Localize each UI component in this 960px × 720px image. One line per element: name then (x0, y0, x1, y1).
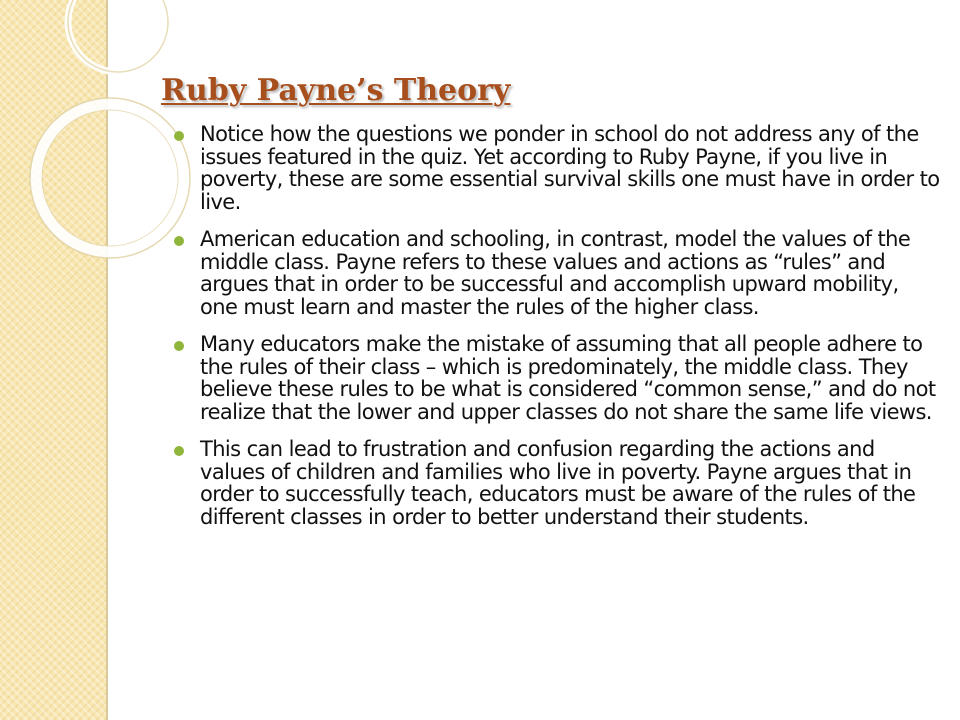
bullet-item (168, 228, 940, 318)
bullet-list (168, 123, 940, 543)
bullet-text: Notice how the questions we ponder in school do not address any of the issues featured in the quiz. Yet according to Ruby Payne, if you live in poverty, these are some essential survival skills one must have in order to live. (200, 122, 940, 214)
bullet-text: This can lead to frustration and confusion regarding the actions and values of children and families who live in poverty. Payne argues that in order to successfully teach, educators must be aware of the rules of the different classes in order to better understand their students. (200, 437, 916, 529)
bullet-item (168, 333, 940, 423)
bullet-dot-icon (174, 341, 184, 351)
bullet-item (168, 123, 940, 213)
bullet-item (168, 438, 940, 528)
bullet-dot-icon (174, 131, 184, 141)
bullet-text: American education and schooling, in contrast, model the values of the middle class. Payne refers to these values and actions as “rules” and argues that in order to be successful and accomplish upward mobility, one must learn and master the rules of the higher class. (200, 227, 911, 319)
bullet-dot-icon (174, 236, 184, 246)
bullet-text: Many educators make the mistake of assuming that all people adhere to the rules of their class – which is predominately, the middle class. They believe these rules to be what is considered “common sense,” and do not realize that the lower and upper classes do not share the same life views. (200, 332, 936, 424)
bullet-dot-icon (174, 446, 184, 456)
slide-title: Ruby Payne’s Theory (161, 73, 511, 108)
